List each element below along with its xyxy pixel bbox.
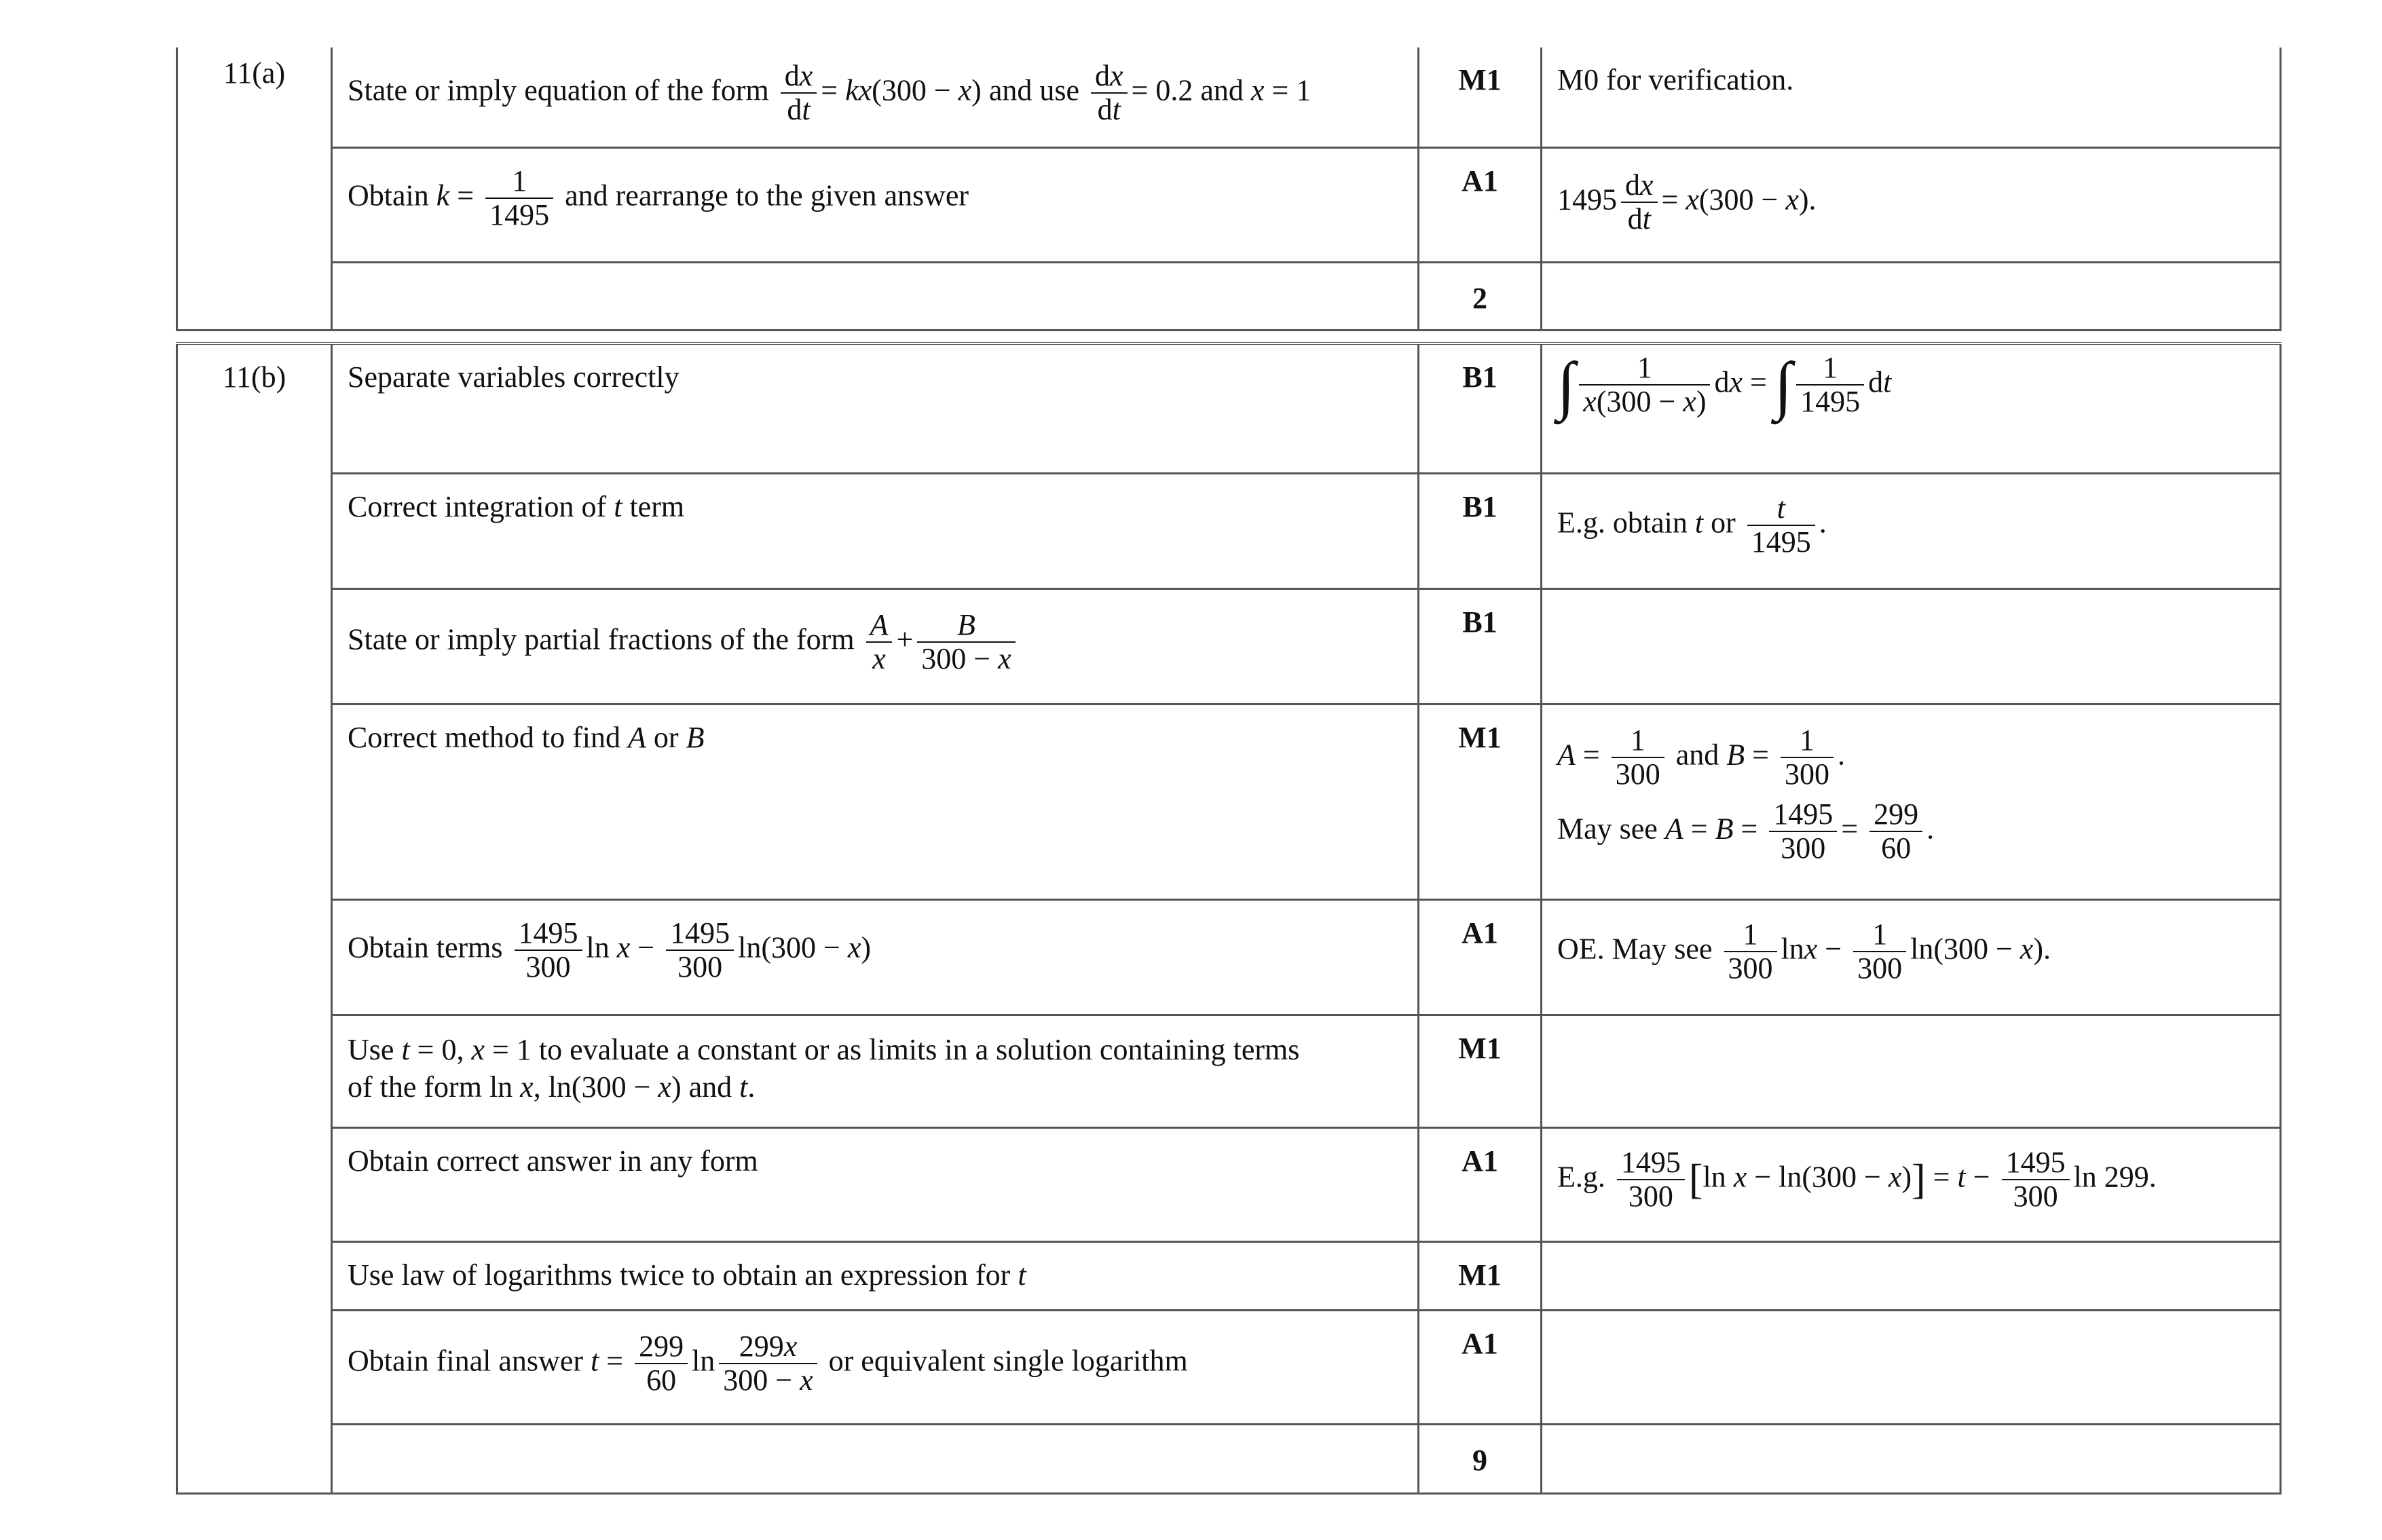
mark-code: A1 — [1419, 1311, 1542, 1425]
answer-cell: State or imply equation of the form $\frac{dx}{dt}$ = kx(300 − x) and use $\frac{dx}{dt}$ = 0.2 and x = 1 — [332, 48, 1419, 147]
part-separator — [177, 330, 2281, 343]
guidance-cell: OE. May see $\frac{1}{300}$ lnx − $\frac{1}{300}$ ln(300 − x). — [1542, 900, 2281, 1015]
mark-code: B1 — [1419, 589, 1542, 705]
table-row — [177, 343, 2281, 474]
fraction: $\frac{A}{x}$ — [866, 609, 893, 676]
mark-scheme-sheet — [176, 48, 2216, 1495]
guidance-cell — [1542, 1015, 2281, 1128]
guidance-cell — [1542, 1242, 2281, 1311]
fraction: $\frac{1}{300}$ — [1853, 918, 1906, 985]
fraction: $\frac{dx}{dt}$ — [1621, 169, 1658, 236]
fraction: $\frac{1}{300}$ — [1724, 918, 1777, 985]
table-row — [177, 1015, 2281, 1128]
fraction: $\frac{1}{1495}$ — [485, 165, 553, 232]
table-row — [177, 48, 2281, 147]
guidance-cell — [1542, 262, 2281, 330]
fraction: $\frac{1}{1495}$ — [1796, 352, 1864, 419]
fraction: $\frac{dx}{dt}$ — [1091, 60, 1128, 127]
table-row — [177, 705, 2281, 900]
mark-code: A1 — [1419, 147, 1542, 262]
answer-cell: Correct integration of t term — [332, 474, 1419, 589]
guidance-cell — [1542, 1311, 2281, 1425]
answer-cell: State or imply partial fractions of the form $\frac{A}{x}$ + $\frac{B}{300 - x}$ — [332, 589, 1419, 705]
fraction: $\frac{1}{300}$ — [1781, 724, 1834, 791]
fraction: $\frac{1495}{300}$ — [515, 917, 582, 984]
fraction: $\frac{299}{60}$ — [1869, 798, 1922, 865]
fraction: $\frac{1495}{300}$ — [2002, 1146, 2070, 1214]
table-row — [177, 1425, 2281, 1494]
table-row — [177, 474, 2281, 589]
total-marks: 9 — [1419, 1425, 1542, 1494]
mark-code: M1 — [1419, 1015, 1542, 1128]
mark-scheme-table — [176, 48, 2282, 1495]
guidance-cell: 1495 $\frac{dx}{dt}$ = x(300 − x). — [1542, 147, 2281, 262]
answer-cell: Obtain correct answer in any form — [332, 1128, 1419, 1242]
answer-cell: Obtain final answer t = $\frac{299}{60}$ ln $\frac{299x}{300 - x}$ or equivalent single logarithm — [332, 1311, 1419, 1425]
table-row — [177, 262, 2281, 330]
fraction: $\frac{1}{x(300 - x)}$ — [1579, 352, 1710, 419]
guidance-cell — [1542, 589, 2281, 705]
fraction: $\frac{1}{300}$ — [1612, 724, 1664, 791]
answer-cell — [332, 262, 1419, 330]
answer-cell: Correct method to find A or B — [332, 705, 1419, 900]
table-row — [177, 589, 2281, 705]
answer-cell: Use law of logarithms twice to obtain an expression for t — [332, 1242, 1419, 1311]
question-label-a: 11(a) — [177, 48, 332, 330]
mark-code: A1 — [1419, 900, 1542, 1015]
fraction: $\frac{299x}{300 - x}$ — [719, 1330, 817, 1397]
mark-code: M1 — [1419, 48, 1542, 147]
table-row — [177, 900, 2281, 1015]
mark-code: A1 — [1419, 1128, 1542, 1242]
guidance-cell: ∫ $\frac{1}{x(300 - x)}$ dx = ∫ $\frac{1}{1495}$ dt — [1542, 343, 2281, 474]
answer-cell: Use t = 0, x = 1 to evaluate a constant or as limits in a solution containing terms of the form ln x, ln(300 − x) and t. — [332, 1015, 1419, 1128]
fraction: $\frac{299}{60}$ — [635, 1330, 688, 1397]
answer-cell: Obtain terms $\frac{1495}{300}$ ln x − $\frac{1495}{300}$ ln(300 − x) — [332, 900, 1419, 1015]
total-marks: 2 — [1419, 262, 1542, 330]
fraction: $\frac{1495}{300}$ — [666, 917, 734, 984]
guidance-cell — [1542, 1425, 2281, 1494]
mark-code: B1 — [1419, 474, 1542, 589]
fraction: $\frac{B}{300 - x}$ — [917, 609, 1015, 676]
answer-cell: Separate variables correctly — [332, 343, 1419, 474]
mark-code: B1 — [1419, 343, 1542, 474]
question-label-b: 11(b) — [177, 343, 332, 1494]
fraction: $\frac{dx}{dt}$ — [781, 60, 817, 127]
guidance-cell: A = $\frac{1}{300}$ and B = $\frac{1}{300}$ . May see A = B = $\frac{1495}{300}$ = $\frac{299}{60}$ . — [1542, 705, 2281, 900]
table-row — [177, 1242, 2281, 1311]
fraction: $\frac{1495}{300}$ — [1769, 798, 1837, 865]
guidance-cell: E.g. obtain t or $\frac{t}{1495}$ . — [1542, 474, 2281, 589]
table-row — [177, 1128, 2281, 1242]
guidance-cell: M0 for verification. — [1542, 48, 2281, 147]
table-row — [177, 1311, 2281, 1425]
mark-code: M1 — [1419, 1242, 1542, 1311]
mark-code: M1 — [1419, 705, 1542, 900]
guidance-cell: E.g. $\frac{1495}{300}$ [ln x − ln(300 − x)] = t − $\frac{1495}{300}$ ln 299. — [1542, 1128, 2281, 1242]
answer-cell: Obtain k = $\frac{1}{1495}$ and rearrange to the given answer — [332, 147, 1419, 262]
fraction: $\frac{1495}{300}$ — [1617, 1146, 1685, 1214]
answer-cell — [332, 1425, 1419, 1494]
fraction: $\frac{t}{1495}$ — [1747, 492, 1815, 559]
table-row — [177, 147, 2281, 262]
